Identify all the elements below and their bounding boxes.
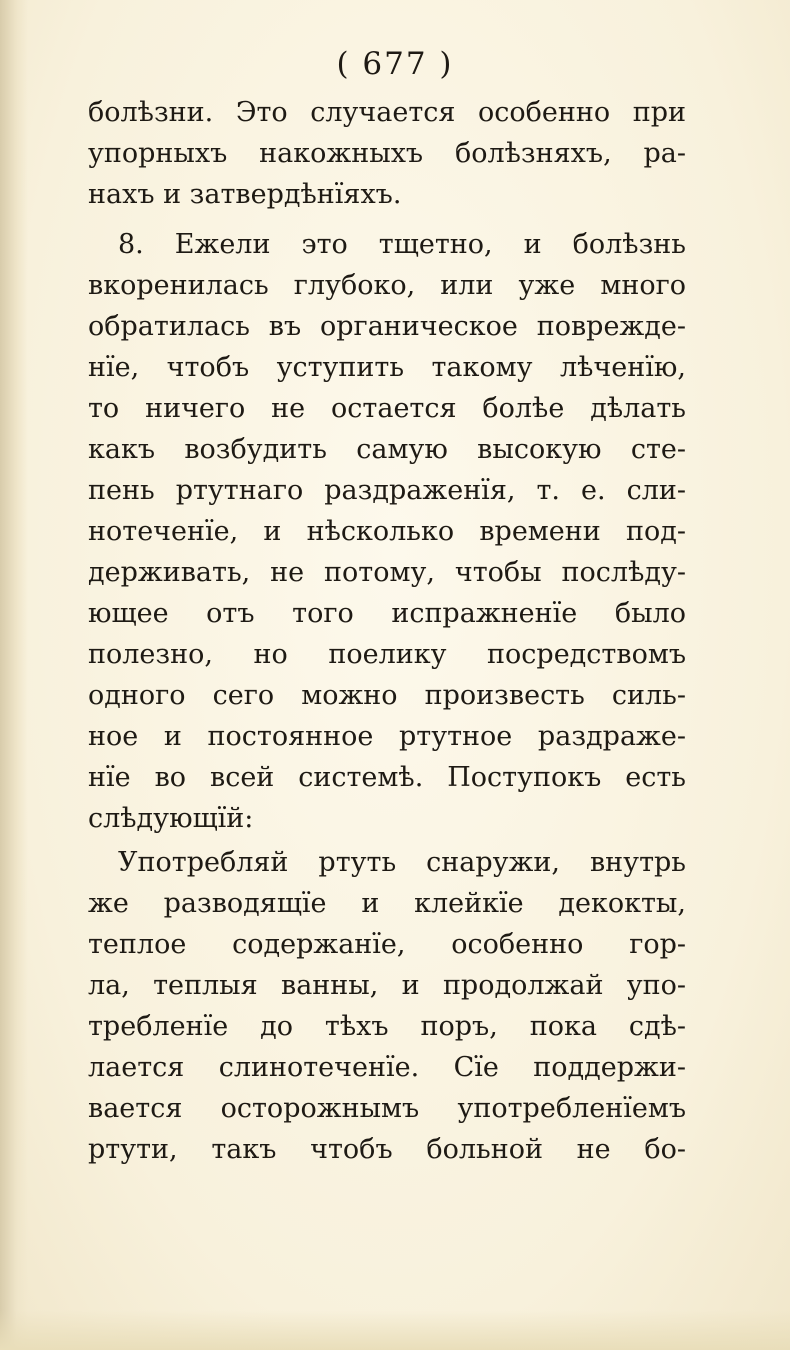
page-number: ( 677 ) — [336, 46, 454, 82]
text-line: какъ возбудить самую высокую сте- — [88, 434, 686, 465]
text-line: вкоренилась глубоко, или уже много — [88, 270, 686, 301]
text-line: же разводящїе и клейкїе декокты, — [88, 888, 686, 919]
text-line: нїе во всей системѣ. Поступокъ есть — [88, 762, 686, 793]
text-line: слѣдующїй: — [88, 803, 254, 834]
text-line: болѣзни. Это случается особенно при — [88, 97, 686, 128]
page-gutter-shadow — [0, 0, 28, 1350]
text-line: Употребляй ртуть снаружи, внутрь — [118, 847, 686, 878]
text-line: нїе, чтобъ уступить такому лѣченїю, — [88, 352, 686, 383]
text-line: полезно, но поелику посредствомъ — [88, 639, 686, 670]
text-line: упорныхъ накожныхъ болѣзняхъ, ра- — [88, 138, 686, 169]
text-line: нотеченїе, и нѣсколько времени под- — [88, 516, 686, 547]
text-line: нахъ и затвердѣнїяхъ. — [88, 179, 402, 210]
text-line: ла, теплыя ванны, и продолжай упо- — [88, 970, 686, 1001]
text-line: требленїе до тѣхъ поръ, пока сдѣ- — [88, 1011, 686, 1042]
text-line: ющее отъ того испражненїе было — [88, 598, 686, 629]
text-line: одного сего можно произвесть силь- — [88, 680, 686, 711]
paragraph-treatment — [88, 842, 686, 1170]
paragraph-8 — [88, 224, 686, 839]
text-line: пень ртутнаго раздраженїя, т. е. сли- — [88, 475, 686, 506]
text-line: лается слинотеченїе. Сїе поддержи- — [88, 1052, 686, 1083]
text-line: теплое содержанїе, особенно гор- — [88, 929, 686, 960]
text-line: вается осторожнымъ употребленїемъ — [88, 1093, 686, 1124]
text-line: ное и постоянное ртутное раздраже- — [88, 721, 686, 752]
page-bottom-shadow — [0, 1310, 790, 1350]
text-line: ртути, такъ чтобъ больной не бо- — [88, 1134, 686, 1165]
text-line: то ничего не остается болѣе дѣлать — [88, 393, 686, 424]
paragraph-continuation — [88, 92, 686, 215]
text-line: 8. Ежели это тщетно, и болѣзнь — [118, 229, 686, 260]
text-line: обратилась въ органическое поврежде- — [88, 311, 686, 342]
text-line: держивать, не потому, чтобы послѣду- — [88, 557, 686, 588]
